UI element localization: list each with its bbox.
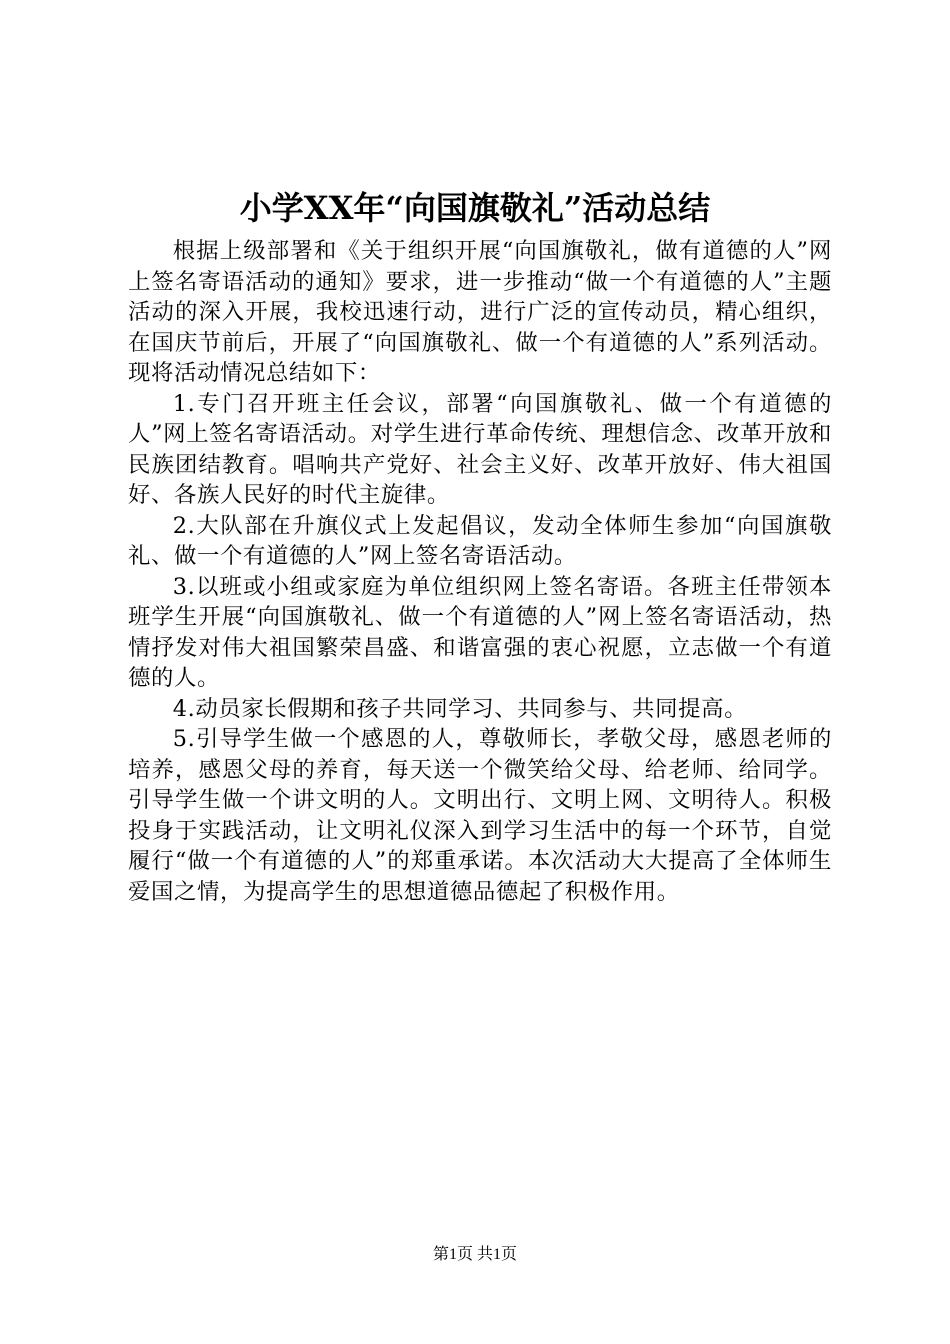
paragraph-item-2: 2.大队部在升旗仪式上发起倡议，发动全体师生参加“向国旗敬礼、做一个有道德的人”网上签名寄语活动。 (128, 512, 832, 569)
paragraph-item-5: 5.引导学生做一个感恩的人，尊敬师长，孝敬父母，感恩老师的培养，感恩父母的养育，每天送一个微笑给父母、给老师、给同学。引导学生做一个讲文明的人。文明出行、文明上网、文明待人。积极投身于实践活动，让文明礼仪深入到学习生活中的每一个环节，自觉履行“做一个有道德的人”的郑重承诺。本次活动大大提高了全体师生爱国之情，为提高学生的思想道德品德起了积极作用。 (128, 726, 832, 905)
page-number-footer: 第1页 共1页 (432, 1246, 517, 1263)
paragraph-intro: 根据上级部署和《关于组织开展“向国旗敬礼，做有道德的人”网上签名寄语活动的通知》要求，进一步推动“做一个有道德的人”主题活动的深入开展，我校迅速行动，进行广泛的宣传动员，精心组织，在国庆节前后，开展了“向国旗敬礼、做一个有道德的人”系列活动。现将活动情况总结如下： (128, 238, 832, 386)
paragraph-item-3: 3.以班或小组或家庭为单位组织网上签名寄语。各班主任带领本班学生开展“向国旗敬礼、做一个有道德的人”网上签名寄语活动，热情抒发对伟大祖国繁荣昌盛、和谐富强的衷心祝愿，立志做一个有道德的人。 (128, 573, 832, 691)
paragraph-item-4: 4.动员家长假期和孩子共同学习、共同参与、共同提高。 (172, 695, 748, 722)
document-body (128, 236, 832, 907)
paragraph-item-1: 1.专门召开班主任会议，部署“向国旗敬礼、做一个有道德的人”网上签名寄语活动。对学生进行革命传统、理想信念、改革开放和民族团结教育。唱响共产党好、社会主义好、改革开放好、伟大祖国好、各族人民好的时代主旋律。 (128, 390, 832, 508)
document-title: 小学XX年“向国旗敬礼”活动总结 (239, 189, 711, 227)
